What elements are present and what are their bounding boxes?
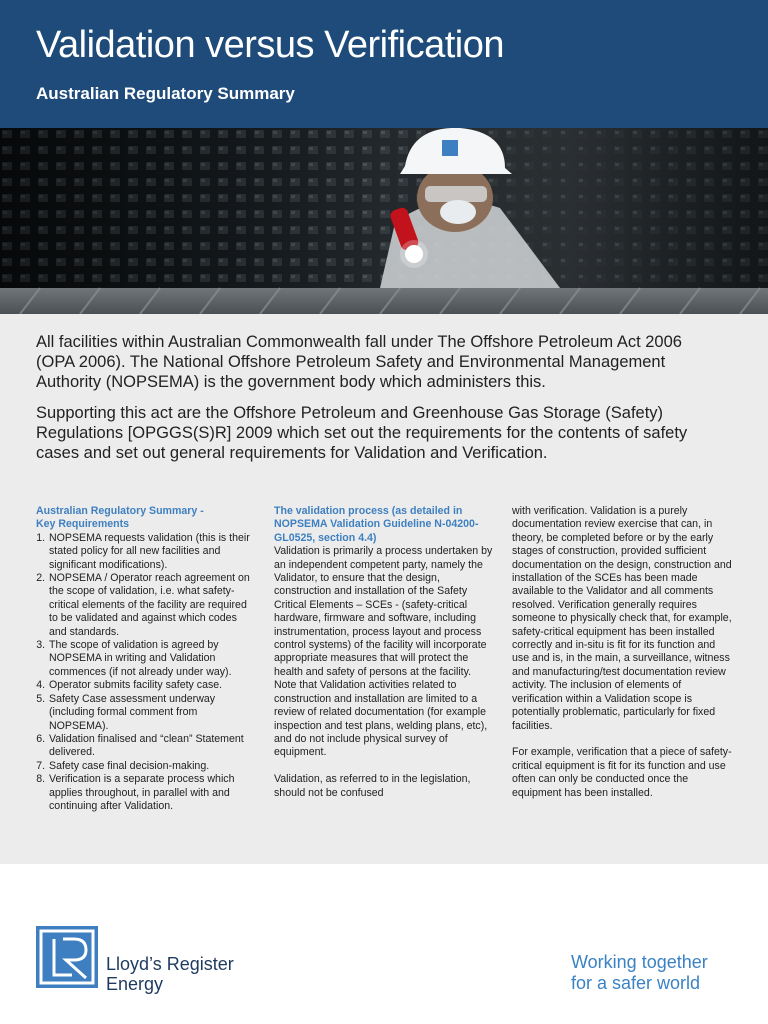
tagline	[571, 952, 708, 994]
list-item: 1. NOPSEMA requests validation (this is their stated policy for all new facilities and significant modifications).	[48, 532, 256, 572]
list-item: 2. NOPSEMA / Operator reach agreement on the scope of validation, i.e. what safety-critical elements of the facility are required to be validated and against which codes and standards.	[48, 572, 256, 639]
list-item: 8. Verification is a separate process which applies throughout, in parallel with and continuing after Validation.	[48, 773, 256, 813]
tagline-line2: for a safer world	[571, 973, 701, 993]
list-item: 5. Safety Case assessment underway (including formal comment from NOPSEMA).	[48, 693, 256, 733]
column-validation-process	[274, 505, 494, 800]
lr-monogram	[36, 926, 98, 988]
column2-paragraph-2: Validation, as referred to in the legislation, should not be confused	[274, 773, 471, 799]
list-item: 7. Safety case final decision-making.	[48, 760, 256, 773]
header-banner	[0, 0, 768, 128]
column2-heading: The validation process (as detailed in NOPSEMA Validation Guideline N-04200-GL0525, section 4.4)	[274, 505, 479, 544]
intro-paragraph-1: All facilities within Australian Commonwealth fall under The Offshore Petroleum Act 2006 (OPA 2006). The National Offshore Petroleum Safety and Environmental Management Authority (NOPSEMA) is the government body which administers this.	[36, 333, 682, 391]
brand-line2: Energy	[106, 974, 164, 994]
column1-heading	[36, 505, 256, 532]
page-subtitle: Australian Regulatory Summary	[36, 84, 295, 103]
column3-paragraph-1: with verification. Validation is a purely documentation review exercise that can, in theory, be completed before or by the early stages of construction, provided sufficient documentation on the design, construction and installation of the SCEs has been made available to the Validator and all comments resolved. Verification generally requires someone to physically check that, for example, safety-critical equipment has been installed correctly and in-situ is fit for its function and use and is, in the main, a surveillance, witness and manufacturing/test documentation review activity. The inclusion of elements of verification within a Validation scope is potentially problematic, particularly for fixed facilities.	[512, 505, 732, 732]
tagline-line1: Working together	[571, 952, 708, 972]
column-key-requirements	[36, 505, 256, 813]
column-verification	[512, 505, 734, 800]
lr-logo-icon	[36, 926, 98, 988]
list-item: 3. The scope of validation is agreed by NOPSEMA in writing and Validation commences (if not already under way).	[48, 639, 256, 679]
page-title: Validation versus Verification	[36, 24, 504, 66]
column1-heading-line1: Australian Regulatory Summary -	[36, 505, 204, 517]
engineer-photo-illustration	[0, 128, 768, 314]
column1-heading-line2: Key Requirements	[36, 518, 130, 531]
intro-paragraph-2: Supporting this act are the Offshore Petroleum and Greenhouse Gas Storage (Safety) Regulations [OPGGS(S)R] 2009 which set out the requirements for the contents of safety cases and set out general requirements for Validation and Verification.	[36, 404, 688, 462]
column2-paragraph-1: Validation is primarily a process undertaken by an independent competent party, namely the Validator, to ensure that the design, construction and installation of the Safety Critical Elements – SCEs - (safety-critical hardware, firmware and software, including instrumentation, process layout and process control systems) of the facility will incorporate appropriate measures that will protect the health and safety of persons at the facility. Note that Validation activities related to construction and installation are limited to a review of related documentation (for example inspection and test plans, welding plans, etc), and do not include physical survey of equipment.	[274, 545, 493, 759]
hero-photo	[0, 128, 768, 314]
brand-line1: Lloyd’s Register	[106, 954, 234, 974]
brand-name	[106, 954, 234, 994]
list-item: 6. Validation finalised and “clean” Statement delivered.	[48, 733, 256, 760]
list-item: 4. Operator submits facility safety case.	[48, 679, 256, 692]
requirements-list	[36, 532, 256, 814]
column3-paragraph-2: For example, verification that a piece of safety-critical equipment is fit for its function and use often can only be conducted once the equipment has been installed.	[512, 746, 732, 799]
